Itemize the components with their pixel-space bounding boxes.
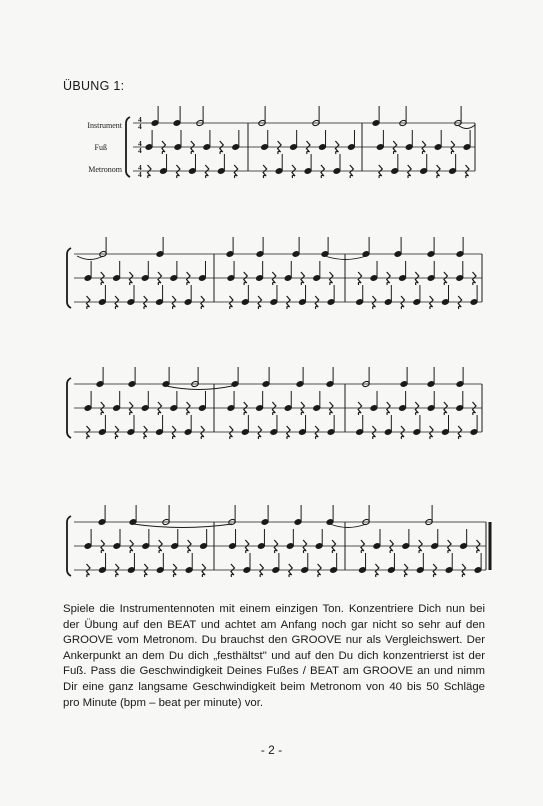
quarter-rest [162, 141, 166, 154]
time-signature-digit: 4 [138, 170, 142, 179]
quarter-rest [278, 141, 282, 154]
quarter-rest [188, 540, 192, 553]
quarter-rest [87, 296, 91, 309]
exercise-heading: ÜBUNG 1: [63, 79, 125, 93]
quarter-rest [263, 165, 267, 178]
tie-slur [133, 524, 232, 528]
quarter-rest [115, 426, 119, 439]
quarter-rest [401, 426, 405, 439]
quarter-rest [260, 564, 264, 577]
quarter-rest [245, 540, 249, 553]
quarter-rest [473, 402, 477, 415]
quarter-rest [401, 296, 405, 309]
quarter-rest [372, 296, 376, 309]
quarter-rest [231, 564, 235, 577]
quarter-rest [158, 402, 162, 415]
quarter-rest [307, 141, 311, 154]
quarter-rest [387, 402, 391, 415]
instructions-paragraph: Spiele die Instrumentennoten mit einem einzigen Ton. Konzentriere Dich nun bei der Übung auf den BEAT und achtet am Anfang noch gar nicht so sehr auf den GROOVE vom Metronom. Du brauchst den GROOVE nur als Vergleichswert. Der Ankerpunkt an dem Du dich „festhältst" und auf den Du dich konzentrierst ist der Fuß. Pass die Geschwindigkeit Deines Fußes / BEAT am GROOVE an und nimm Dir eine ganz langsame Geschwindigkeit beim Metronom von 40 bis 50 Schläge pro Minute (bpm – beat per minute) vor. [63, 603, 485, 709]
quarter-rest [393, 141, 397, 154]
quarter-rest [173, 564, 177, 577]
quarter-rest [437, 165, 441, 178]
quarter-rest [419, 540, 423, 553]
quarter-rest [144, 564, 148, 577]
quarter-rest [202, 564, 206, 577]
quarter-rest [258, 296, 262, 309]
quarter-rest [315, 426, 319, 439]
quarter-rest [148, 165, 152, 178]
quarter-rest [229, 296, 233, 309]
system-bracket [126, 117, 130, 177]
quarter-rest [191, 141, 195, 154]
quarter-rest [433, 564, 437, 577]
quarter-rest [287, 296, 291, 309]
quarter-rest [229, 426, 233, 439]
quarter-rest [130, 540, 134, 553]
tie-slur [77, 256, 103, 260]
quarter-rest [458, 296, 462, 309]
quarter-rest [430, 296, 434, 309]
quarter-rest [448, 540, 452, 553]
quarter-rest [330, 402, 334, 415]
system-bracket [67, 516, 71, 576]
time-signature-digit: 4 [138, 146, 142, 155]
time-signature-digit: 4 [138, 139, 142, 148]
quarter-rest [101, 540, 105, 553]
quarter-rest [466, 165, 470, 178]
quarter-rest [301, 402, 305, 415]
quarter-rest [115, 296, 119, 309]
quarter-rest [129, 402, 133, 415]
quarter-rest [201, 296, 205, 309]
quarter-rest [387, 272, 391, 285]
quarter-rest [129, 272, 133, 285]
quarter-rest [462, 564, 466, 577]
part-label-foot: Fuß [94, 143, 107, 152]
quarter-rest [201, 426, 205, 439]
system-bracket [67, 378, 71, 438]
quarter-rest [115, 564, 119, 577]
quarter-rest [101, 272, 105, 285]
quarter-rest [415, 402, 419, 415]
quarter-rest [187, 272, 191, 285]
quarter-rest [350, 165, 354, 178]
quarter-rest [205, 165, 209, 178]
part-label-instrument: Instrument [87, 121, 122, 130]
quarter-rest [220, 141, 224, 154]
page-number: - 2 - [260, 743, 283, 757]
quarter-rest [415, 272, 419, 285]
quarter-rest [404, 564, 408, 577]
quarter-rest [330, 272, 334, 285]
quarter-rest [87, 426, 91, 439]
quarter-rest [408, 165, 412, 178]
quarter-rest [144, 426, 148, 439]
quarter-rest [176, 165, 180, 178]
quarter-rest [287, 426, 291, 439]
quarter-rest [274, 540, 278, 553]
quarter-rest [358, 402, 362, 415]
tie-slur [330, 524, 366, 528]
quarter-rest [315, 296, 319, 309]
time-signature-digit: 4 [138, 163, 142, 172]
quarter-rest [272, 402, 276, 415]
quarter-rest [301, 272, 305, 285]
quarter-rest [379, 165, 383, 178]
quarter-rest [303, 540, 307, 553]
quarter-rest [375, 564, 379, 577]
quarter-rest [361, 540, 365, 553]
quarter-rest [187, 402, 191, 415]
quarter-rest [430, 426, 434, 439]
quarter-rest [101, 402, 105, 415]
quarter-rest [444, 402, 448, 415]
time-signature-digit: 4 [138, 115, 142, 124]
quarter-rest [172, 426, 176, 439]
quarter-rest [318, 564, 322, 577]
quarter-rest [272, 272, 276, 285]
quarter-rest [372, 426, 376, 439]
quarter-rest [292, 165, 296, 178]
quarter-rest [390, 540, 394, 553]
quarter-rest [244, 272, 248, 285]
time-signature-digit: 4 [138, 122, 142, 131]
quarter-rest [458, 426, 462, 439]
quarter-rest [159, 540, 163, 553]
quarter-rest [244, 402, 248, 415]
quarter-rest [87, 564, 91, 577]
system-bracket [67, 248, 71, 308]
quarter-rest [321, 165, 325, 178]
quarter-rest [473, 272, 477, 285]
quarter-rest [444, 272, 448, 285]
quarter-rest [451, 141, 455, 154]
quarter-rest [144, 296, 148, 309]
quarter-rest [172, 296, 176, 309]
quarter-rest [258, 426, 262, 439]
quarter-rest [332, 540, 336, 553]
quarter-rest [422, 141, 426, 154]
quarter-rest [477, 540, 481, 553]
quarter-rest [158, 272, 162, 285]
tie-slur [458, 125, 475, 129]
quarter-rest [335, 141, 339, 154]
tie-slur [166, 386, 232, 390]
quarter-rest [358, 272, 362, 285]
quarter-rest [234, 165, 238, 178]
quarter-rest [289, 564, 293, 577]
part-label-metronome: Metronom [88, 165, 122, 174]
